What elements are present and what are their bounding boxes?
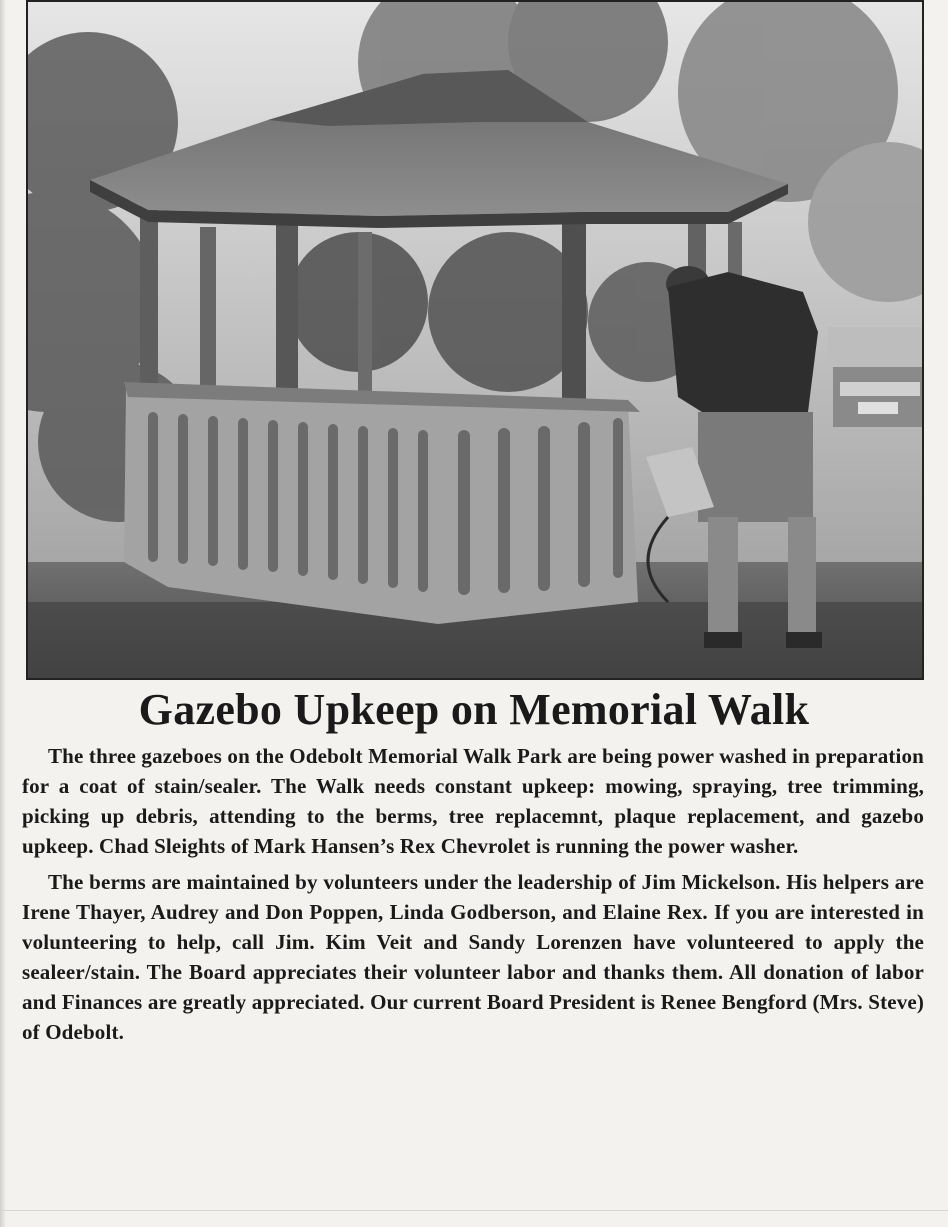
article-paragraph: The berms are maintained by volunteers under the leadership of Jim Mickelson. His helpers are Irene Thayer, Audrey and Don Poppen, Linda Godberson, and Elaine Rex. If you are interested in volunteering to help, call Jim. Kim Veit and Sandy Lorenzen have volunteered to apply the sealeer/stain. The Board appreciates their volunteer labor and thanks them. All donation of labor and Finances are greatly appreciated. Our current Board President is Renee Bengford (Mrs. Steve) of Odebolt. xyxy=(22,870,924,1044)
article-paragraph: The three gazeboes on the Odebolt Memorial Walk Park are being power washed in preparation for a coat of stain/sealer. The Walk needs constant upkeep: mowing, spraying, tree trimming, picking up debris, attending to the berms, tree replacemnt, plaque replacement, and gazebo upkeep. Chad Sleights of Mark Hansen’s Rex Chevrolet is running the power washer. xyxy=(22,744,924,858)
pickup-truck xyxy=(828,327,922,427)
page-edge xyxy=(0,0,6,1227)
article-body xyxy=(22,741,924,1047)
page-bottom-rule xyxy=(0,1210,948,1211)
article-photo xyxy=(26,0,924,680)
article-headline: Gazebo Upkeep on Memorial Walk xyxy=(138,685,810,734)
gazebo-photo-illustration xyxy=(28,2,922,678)
